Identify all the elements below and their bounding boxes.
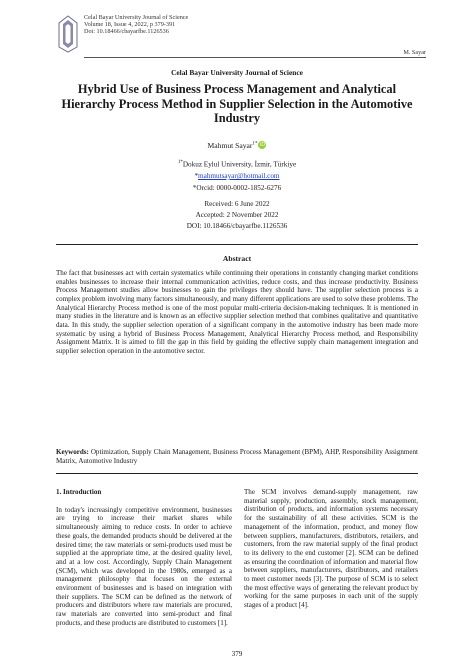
received-date: Received: 6 June 2022 (204, 200, 270, 208)
paper-title: Hybrid Use of Business Process Management and Analytical Hierarchy Process Method in Supplier Selection in the Automotive Industry (61, 82, 413, 126)
accepted-date: Accepted: 2 November 2022 (195, 211, 279, 219)
header-doi-line: Doi: 10.18466/cbayarfbe.1126536 (84, 28, 169, 36)
affiliation-superscript: 1* (177, 160, 183, 165)
affiliation (0, 157, 474, 171)
doi-line: DOI: 10.18466/cbayarfbe.1126536 (186, 222, 288, 230)
header-volume-line: Volume 18, Issue 4, 2022, p 379-391 (84, 21, 176, 29)
intro-paragraph-left: In today's increasingly competitive environment, businesses are trying to increase their market shares while simultaneously aiming to reduce costs. In order to achieve these goals, the demanded products should be delivered at the desired time; the raw materials or semi-products used must be supplied at the appropriate time, at the desired quality level, and at a low cost. Accordingly, Supply Chain Management (SCM), which was developed in the 1980s, emerged as a management philosophy that focuses on the external environment of businesses and is based on integration with their suppliers. The SCM can be defined as the network of producers and distributors where raw materials are procured, raw materials are converted into semi-product and final products, and these products are distributed to customers [1]. (56, 505, 232, 627)
left-column (56, 488, 232, 628)
author-email-link[interactable]: mahmutsayar@hotmail.com (198, 171, 280, 180)
header-journal-line: Celal Bayar University Journal of Science (84, 14, 189, 21)
journal-header (56, 14, 426, 58)
header-author-short: M. Sayar (403, 49, 426, 56)
abstract-divider-top (56, 244, 418, 245)
email-line (0, 171, 474, 183)
journal-header-text (84, 14, 188, 36)
affiliation-text: Dokuz Eylul University, İzmir, Türkiye (182, 160, 297, 169)
journal-logo-icon (56, 14, 80, 54)
header-divider (84, 57, 426, 58)
author-line (0, 141, 474, 150)
author-name: Mahmut Sayar (207, 141, 253, 150)
abstract-divider-bottom (56, 473, 418, 474)
journal-name: Celal Bayar University Journal of Science (171, 68, 303, 77)
abstract-heading: Abstract (222, 254, 252, 263)
keywords-label: Keywords: (56, 448, 89, 456)
email-prefix: * (194, 171, 199, 180)
dates-block (0, 199, 474, 232)
abstract-text: The fact that businesses act with certain systematics while continuing their operations in constantly changing market conditions enables businesses to increase their internal communication activities, reduce costs, and thus increase productivity. Business Process Management studies allow businesses to gain the privileges they should have. The supplier selection process is a complex problem involving many factors simultaneously, and many different applications are used to solve these problems. The Analytical Hierarchy Process method is one of the most popular multi-criteria decision-making techniques. It is mentioned in many studies in the literature and is known as an effective supplier selection method that combines qualitative and quantitative data. In this study, the supplier selection operation of a significant company in the automotive industry has been made more systematic by using a hybrid of Business Process Management, Analytical Hierarchy Process method, and Responsibility Assignment Matrix. It is aimed to fill the gap in this field by guiding the effective supply chain management integration and supplier selection operation in the automotive sector. (56, 269, 418, 355)
intro-paragraph-right: The SCM involves demand-supply management, raw material supply, production, assembly, stock management, distribution of products, and information systems necessary for the sustainability of all these activities. SCM is the management of the information, product, and money flow between suppliers, manufacturers, distributors, retailers, and customers, from the raw material supply of the final product to its delivery to the end customer [2]. SCM can be defined as ensuring the coordination of information and material flow between suppliers, manufacturers, distributors, and retailers to meet customer needs [3]. The purpose of SCM is to select the most effective ways of generating the relevant product by working for the same purposes in each unit of the supply stages of a product [4]. (244, 488, 418, 610)
affiliation-block (0, 157, 474, 194)
orcid-line: *Orcid: 0000-0002-1852-6276 (192, 183, 282, 192)
right-column (244, 488, 418, 610)
keywords (56, 448, 418, 465)
keywords-text: Optimization, Supply Chain Management, Business Process Management (BPM), AHP, Responsibility Assignment Matrix, Automotive Industry (56, 448, 418, 465)
author-superscript: 1* (252, 141, 258, 147)
page-number: 379 (231, 650, 243, 658)
orcid-icon[interactable]: iD (259, 142, 266, 148)
section-heading: 1. Introduction (56, 488, 102, 496)
